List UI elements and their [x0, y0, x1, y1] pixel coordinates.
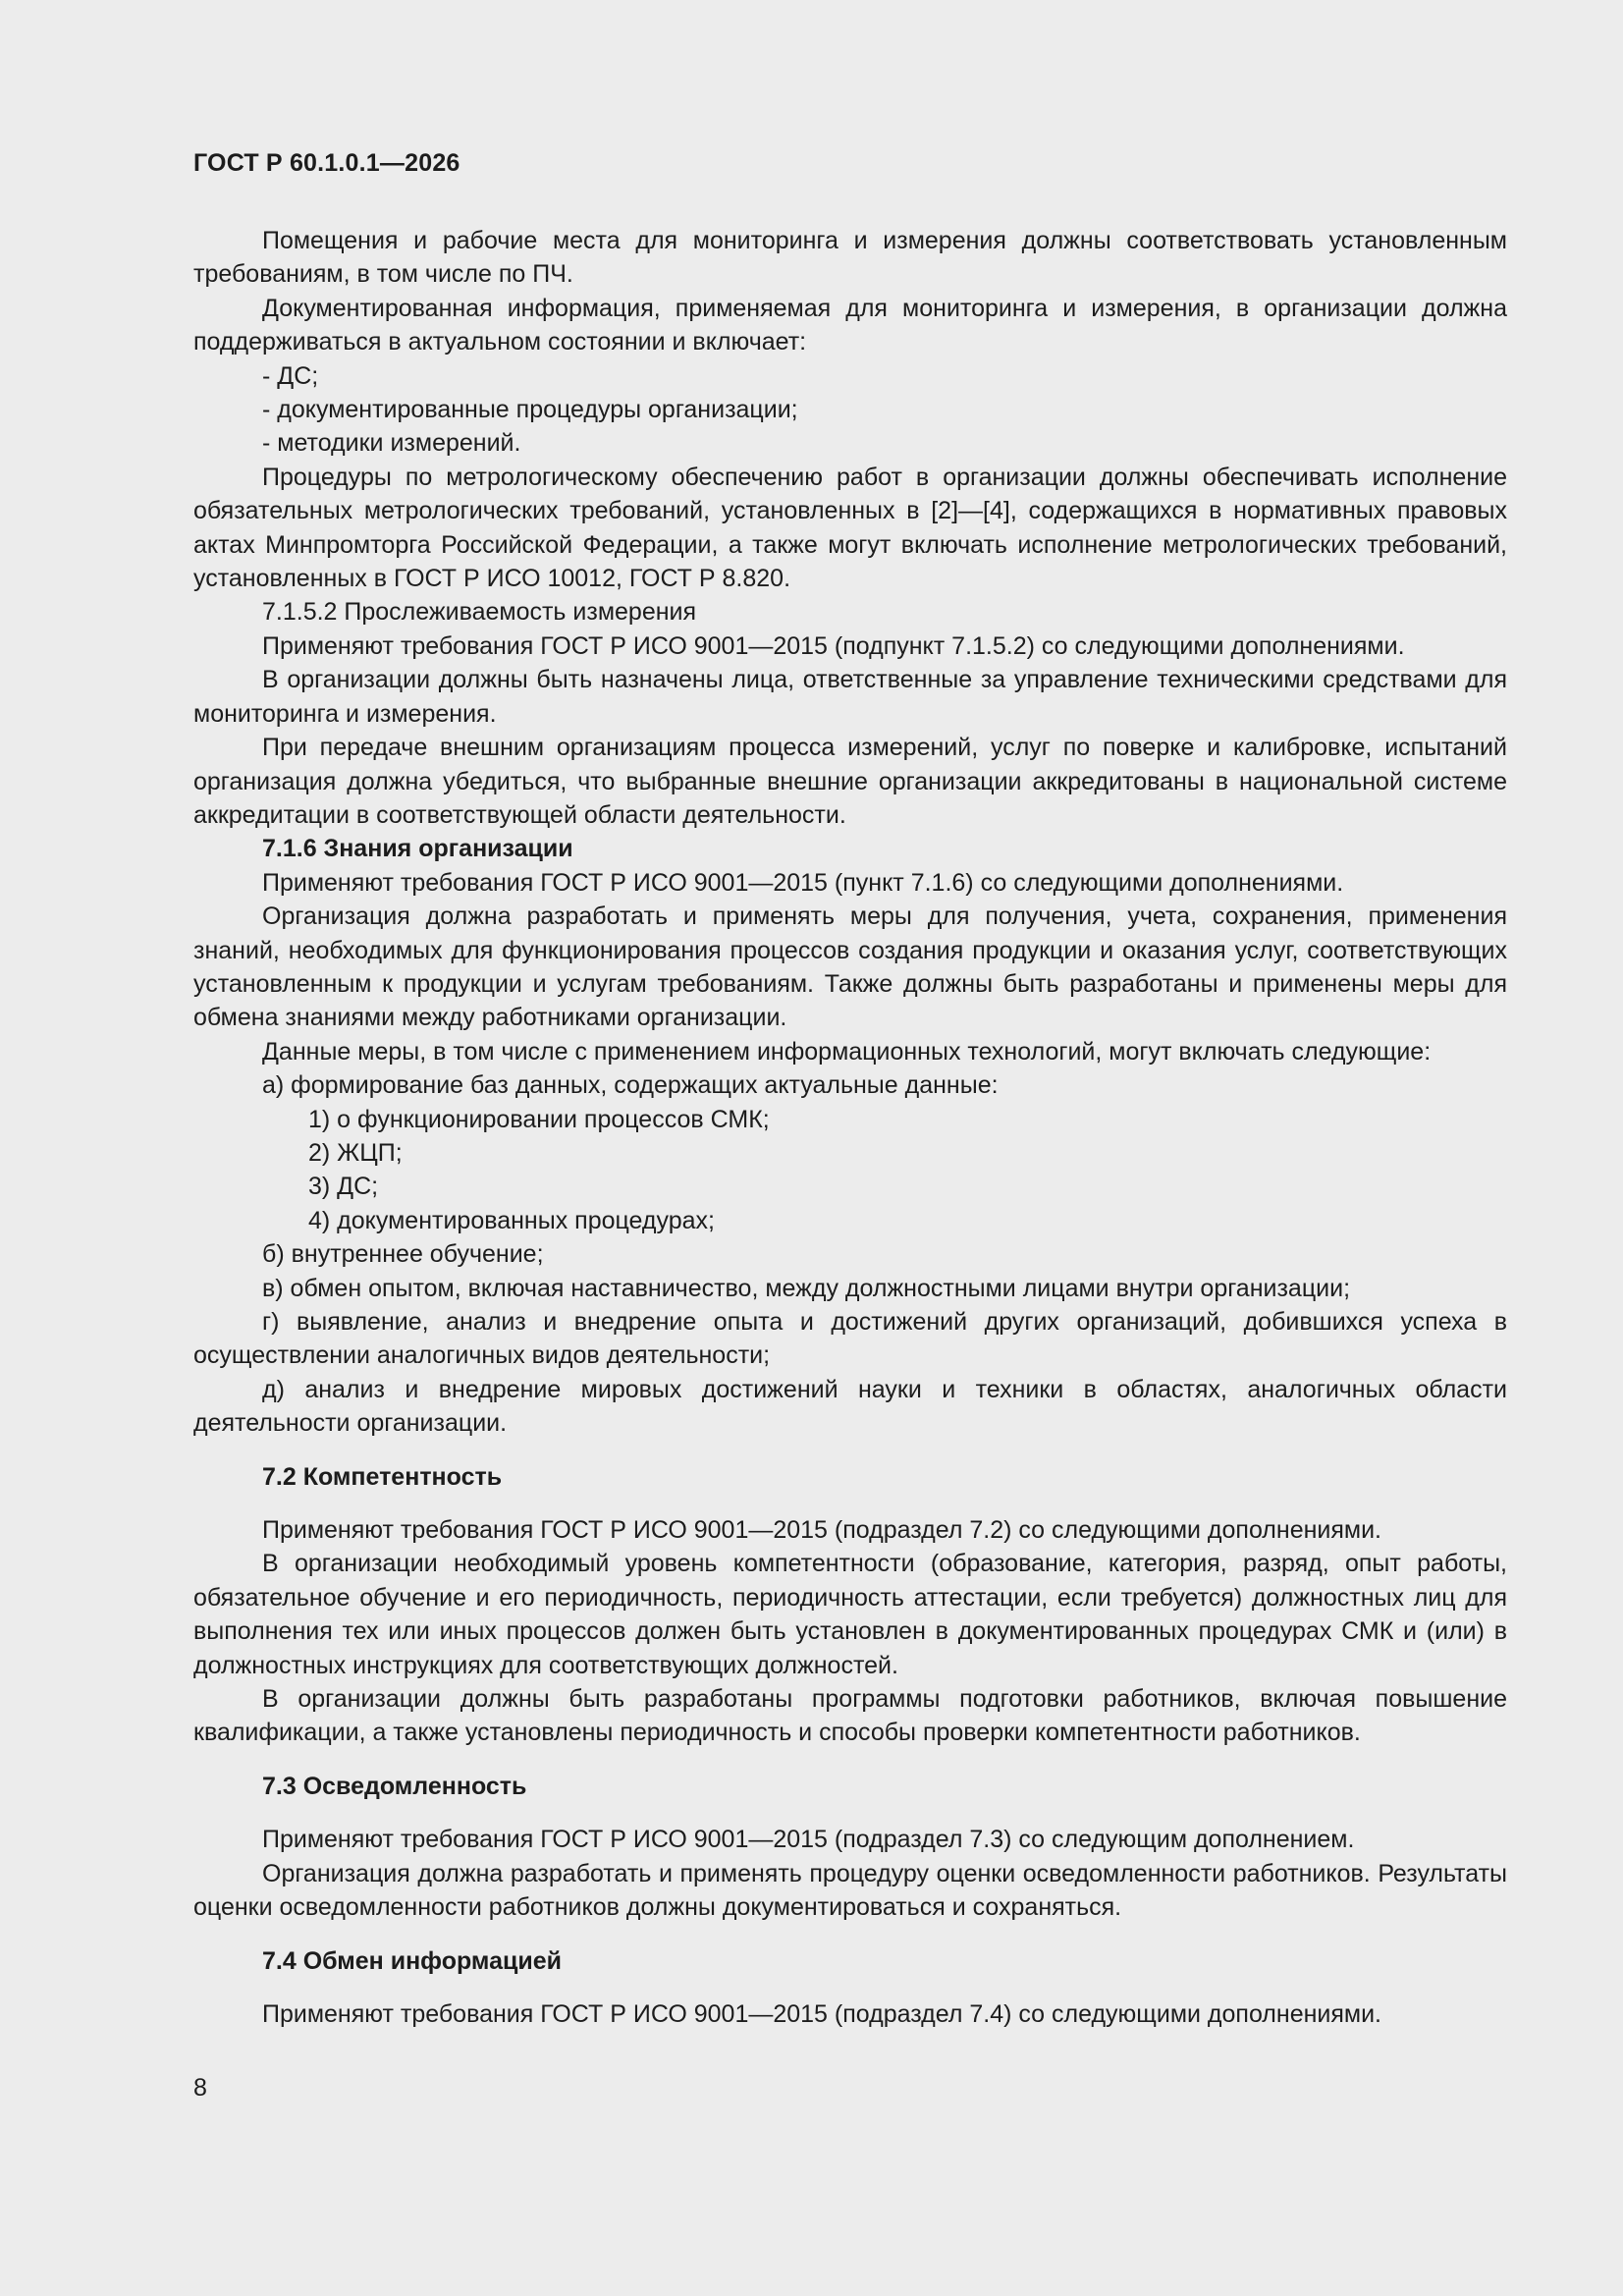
- paragraph: Процедуры по метрологическому обеспечению работ в организации должны обеспечивать исполнение обязательных метрологических требований, установленных в [2]—[4], содержащихся в нормативных правовых актах Минпромторга Российской Федерации, а также могут включать исполнение метрологических требований, установленных в ГОСТ Р ИСО 10012, ГОСТ Р 8.820.: [193, 463, 1507, 593]
- section-heading: 7.3 Осведомленность: [262, 1772, 527, 1800]
- paragraph: В организации должны быть назначены лица, ответственные за управление техническими средствами для мониторинга и измерения.: [193, 666, 1507, 728]
- paragraph: г) выявление, анализ и внедрение опыта и достижений других организаций, добившихся успеха в осуществлении аналогичных видов деятельности;: [193, 1308, 1507, 1370]
- paragraph: При передаче внешним организациям процесса измерений, услуг по поверке и калибровке, испытаний организация должна убедиться, что выбранные внешние организации аккредитованы в национальной системе аккредитации в соответствующей области деятельности.: [193, 734, 1507, 829]
- section-heading: 7.2 Компетентность: [262, 1462, 503, 1491]
- list-item: б) внутреннее обучение;: [262, 1240, 544, 1269]
- paragraph: Помещения и рабочие места для мониторинга и измерения должны соответствовать установленным требованиям, в том числе по ПЧ.: [193, 227, 1507, 289]
- paragraph: Применяют требования ГОСТ Р ИСО 9001—2015 (пункт 7.1.6) со следующими дополнениями.: [262, 868, 1344, 897]
- list-item: 2) ЖЦП;: [308, 1138, 403, 1167]
- list-item: - документированные процедуры организации;: [262, 396, 798, 424]
- paragraph: Применяют требования ГОСТ Р ИСО 9001—2015 (подраздел 7.4) со следующими дополнениями.: [262, 1999, 1382, 2028]
- paragraph: В организации должны быть разработаны программы подготовки работников, включая повышение квалификации, а также установлены периодичность и способы проверки компетентности работников.: [193, 1685, 1507, 1747]
- paragraph: Документированная информация, применяемая для мониторинга и измерения, в организации должна поддерживаться в актуальном состоянии и включает:: [193, 294, 1507, 356]
- list-item: - ДС;: [262, 361, 319, 390]
- list-item: в) обмен опытом, включая наставничество, между должностными лицами внутри организации;: [262, 1274, 1351, 1302]
- list-item: а) формирование баз данных, содержащих актуальные данные:: [262, 1071, 999, 1100]
- paragraph: Организация должна разработать и применять процедуру оценки осведомленности работников. Результаты оценки осведомленности работников должны документироваться и сохраняться.: [193, 1859, 1507, 1922]
- list-item: 3) ДС;: [308, 1173, 379, 1201]
- section-heading: 7.1.6 Знания организации: [262, 835, 573, 863]
- list-item: 1) о функционировании процессов СМК;: [308, 1105, 770, 1133]
- paragraph: Организация должна разработать и применять меры для получения, учета, сохранения, применения знаний, необходимых для функционирования процессов создания продукции и оказания услуг, соответствующих установленным к продукции и услугам требованиям. Также должны быть разработаны и применены меры для обмена знаниями между работниками организации.: [193, 902, 1507, 1032]
- paragraph: Данные меры, в том числе с применением информационных технологий, могут включать следующие:: [262, 1037, 1432, 1066]
- section-heading: 7.4 Обмен информацией: [262, 1946, 563, 1975]
- page-number: 8: [193, 2074, 207, 2102]
- paragraph: д) анализ и внедрение мировых достижений науки и техники в областях, аналогичных области деятельности организации.: [193, 1375, 1507, 1438]
- paragraph: В организации необходимый уровень компетентности (образование, категория, разряд, опыт работы, обязательное обучение и его периодичность, периодичность аттестации, если требуется) должностных лиц для выполнения тех или иных процессов должен быть установлен в документированных процедурах СМК и (или) в должностных инструкциях для соответствующих должностей.: [193, 1550, 1507, 1679]
- list-item: - методики измерений.: [262, 429, 521, 458]
- document-body: [193, 224, 1507, 2031]
- paragraph: Применяют требования ГОСТ Р ИСО 9001—2015 (подраздел 7.2) со следующими дополнениями.: [262, 1516, 1382, 1545]
- paragraph: Применяют требования ГОСТ Р ИСО 9001—2015 (подпункт 7.1.5.2) со следующими дополнениями.: [262, 631, 1405, 660]
- paragraph: 7.1.5.2 Прослеживаемость измерения: [262, 598, 697, 627]
- list-item: 4) документированных процедурах;: [308, 1206, 715, 1234]
- document-header: ГОСТ Р 60.1.0.1—2026: [193, 149, 460, 177]
- paragraph: Применяют требования ГОСТ Р ИСО 9001—2015 (подраздел 7.3) со следующим дополнением.: [262, 1826, 1355, 1854]
